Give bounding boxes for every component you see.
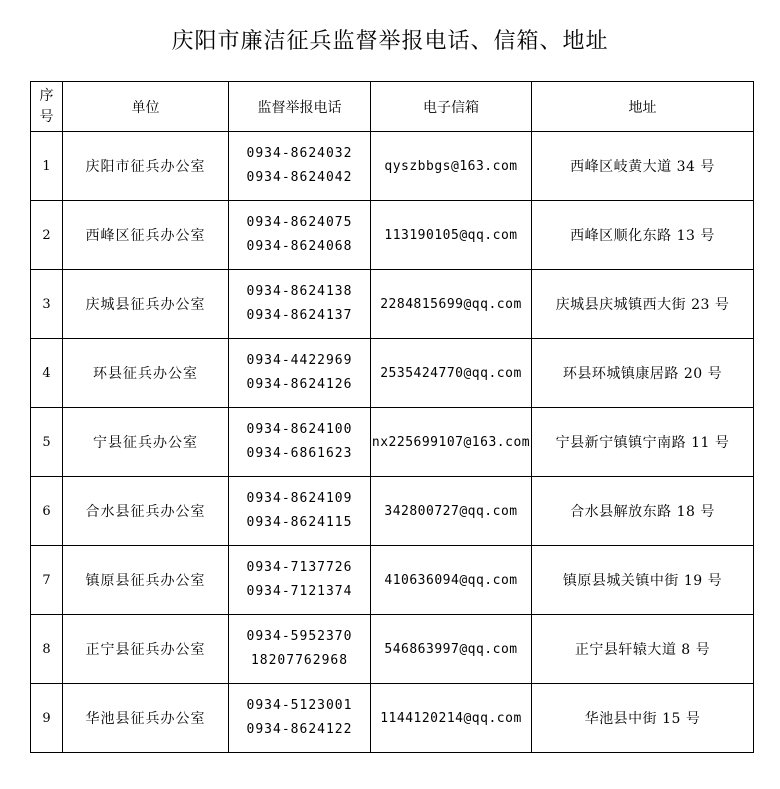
row-unit: 西峰区征兵办公室 <box>63 201 229 270</box>
row-number: 9 <box>31 684 63 753</box>
phone-number[interactable]: 0934-8624042 <box>246 170 353 185</box>
email-address[interactable]: 1144120214@qq.com <box>371 684 532 753</box>
row-phones <box>229 270 371 339</box>
row-phones <box>229 477 371 546</box>
row-phones <box>229 132 371 201</box>
row-number: 7 <box>31 546 63 615</box>
row-unit: 镇原县征兵办公室 <box>63 546 229 615</box>
table-row <box>31 132 754 201</box>
phone-number[interactable]: 0934-6861623 <box>246 446 353 461</box>
email-address[interactable]: 342800727@qq.com <box>371 477 532 546</box>
header-number-line2: 号 <box>39 108 54 125</box>
row-unit: 宁县征兵办公室 <box>63 408 229 477</box>
table-row <box>31 546 754 615</box>
row-address: 镇原县城关镇中街 19 号 <box>532 546 754 615</box>
header-unit: 单位 <box>63 82 229 132</box>
phone-number[interactable]: 0934-8624137 <box>246 308 353 323</box>
phone-number[interactable]: 0934-8624109 <box>246 491 353 506</box>
email-address[interactable]: 2284815699@qq.com <box>371 270 532 339</box>
document-title: 庆阳市廉洁征兵监督举报电话、信箱、地址 <box>171 29 609 54</box>
phone-number[interactable]: 0934-8624100 <box>246 422 353 437</box>
row-unit: 环县征兵办公室 <box>63 339 229 408</box>
row-phones <box>229 408 371 477</box>
row-address: 正宁县轩辕大道 8 号 <box>532 615 754 684</box>
phone-number[interactable]: 0934-4422969 <box>246 353 353 368</box>
phone-number[interactable]: 0934-8624138 <box>246 284 353 299</box>
row-unit: 庆城县征兵办公室 <box>63 270 229 339</box>
phone-number[interactable]: 0934-7121374 <box>246 584 353 599</box>
phone-number[interactable]: 0934-8624126 <box>246 377 353 392</box>
phone-number[interactable]: 0934-7137726 <box>246 560 353 575</box>
row-address: 华池县中街 15 号 <box>532 684 754 753</box>
table-row <box>31 408 754 477</box>
row-unit: 合水县征兵办公室 <box>63 477 229 546</box>
phone-number[interactable]: 0934-5952370 <box>246 629 353 644</box>
contact-table <box>30 81 754 753</box>
email-address[interactable]: 2535424770@qq.com <box>371 339 532 408</box>
table-row <box>31 339 754 408</box>
row-unit: 华池县征兵办公室 <box>63 684 229 753</box>
table-row <box>31 684 754 753</box>
table-row <box>31 615 754 684</box>
phone-number[interactable]: 0934-8624115 <box>246 515 353 530</box>
row-address: 宁县新宁镇镇宁南路 11 号 <box>532 408 754 477</box>
row-address: 庆城县庆城镇西大街 23 号 <box>532 270 754 339</box>
row-number: 8 <box>31 615 63 684</box>
row-number: 1 <box>31 132 63 201</box>
header-email: 电子信箱 <box>371 82 532 132</box>
email-address[interactable]: 546863997@qq.com <box>371 615 532 684</box>
phone-number[interactable]: 0934-8624075 <box>246 215 353 230</box>
email-address[interactable]: 410636094@qq.com <box>371 546 532 615</box>
phone-number[interactable]: 18207762968 <box>250 653 349 668</box>
row-phones <box>229 546 371 615</box>
row-unit: 庆阳市征兵办公室 <box>63 132 229 201</box>
row-phones <box>229 339 371 408</box>
phone-number[interactable]: 0934-8624068 <box>246 239 353 254</box>
phone-number[interactable]: 0934-8624122 <box>246 722 353 737</box>
row-number: 2 <box>31 201 63 270</box>
table-row <box>31 201 754 270</box>
email-address[interactable]: qyszbbgs@163.com <box>371 132 532 201</box>
row-unit: 正宁县征兵办公室 <box>63 615 229 684</box>
row-address: 环县环城镇康居路 20 号 <box>532 339 754 408</box>
row-number: 4 <box>31 339 63 408</box>
header-phone: 监督举报电话 <box>229 82 371 132</box>
row-phones <box>229 201 371 270</box>
row-number: 3 <box>31 270 63 339</box>
table-row <box>31 270 754 339</box>
row-number: 5 <box>31 408 63 477</box>
header-address: 地址 <box>532 82 754 132</box>
header-number-line1: 序 <box>39 87 54 104</box>
phone-number[interactable]: 0934-5123001 <box>246 698 353 713</box>
table-header-row <box>31 82 754 132</box>
email-address[interactable]: nx225699107@163.com <box>371 408 532 477</box>
row-address: 西峰区岐黄大道 34 号 <box>532 132 754 201</box>
table-row <box>31 477 754 546</box>
row-phones <box>229 615 371 684</box>
row-number: 6 <box>31 477 63 546</box>
phone-number[interactable]: 0934-8624032 <box>246 146 353 161</box>
row-address: 合水县解放东路 18 号 <box>532 477 754 546</box>
header-number <box>31 82 63 132</box>
row-phones <box>229 684 371 753</box>
row-address: 西峰区顺化东路 13 号 <box>532 201 754 270</box>
email-address[interactable]: 113190105@qq.com <box>371 201 532 270</box>
